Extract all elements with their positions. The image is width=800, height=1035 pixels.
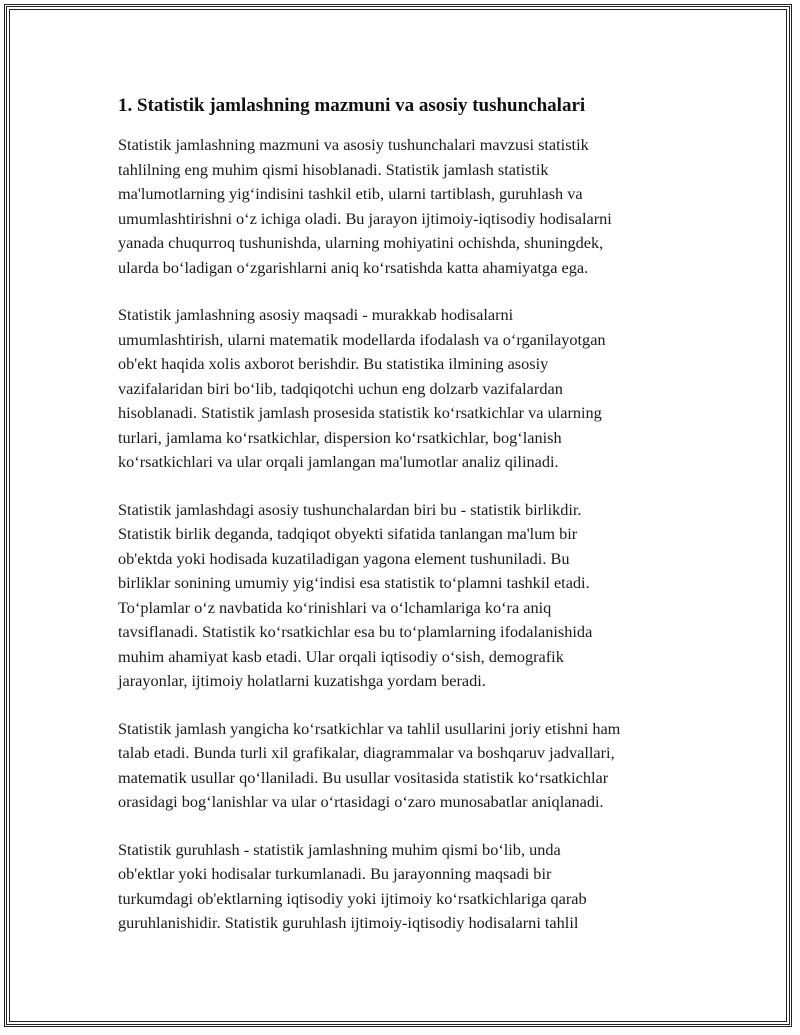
text-line: guruhlanishidir. Statistik guruhlash ijtimoiy-iqtisodiy hodisalarni tahlil xyxy=(118,913,579,932)
text-line: turkumdagi ob'ektlarning iqtisodiy yoki ijtimoiy ko‘rsatkichlariga qarab xyxy=(118,888,587,908)
text-line: umumlashtirishni o‘z ichiga oladi. Bu jarayon ijtimoiy-iqtisodiy hodisalarni xyxy=(118,208,612,228)
text-line: jarayonlar, ijtimoiy holatlarni kuzatishga yordam beradi. xyxy=(118,671,486,690)
text-line: Statistik jamlashning mazmuni va asosiy tushunchalari mavzusi statistik xyxy=(118,135,589,154)
text-line: matematik usullar qo‘llaniladi. Bu usullar vositasida statistik ko‘rsatkichlar xyxy=(118,767,609,787)
text-line: talab etadi. Bunda turli xil grafikalar, diagrammalar va boshqaruv jadvallari, xyxy=(118,743,615,762)
paragraph-3 xyxy=(118,498,698,694)
paragraph-1 xyxy=(118,133,698,280)
text-line: tavsiflanadi. Statistik ko‘rsatkichlar esa bu to‘plamlarning ifodalanishida xyxy=(118,622,593,641)
text-line: Statistik jamlashning asosiy maqsadi - murakkab hodisalarni xyxy=(118,305,514,324)
text-line: ob'ekt haqida xolis axborot berishdir. Bu statistika ilmining asosiy xyxy=(118,354,549,373)
text-line: ob'ektda yoki hodisada kuzatiladigan yagona element tushuniladi. Bu xyxy=(118,548,570,568)
text-line: umumlashtirish, ularni matematik modellarda ifodalash va o‘rganilayotgan xyxy=(118,329,606,349)
text-line: orasidagi bog‘lanishlar va ular o‘rtasidagi o‘zaro munosabatlar aniqlanadi. xyxy=(118,792,604,811)
text-line: birliklar sonining umumiy yig‘indisi esa statistik to‘plamni tashkil etadi. xyxy=(118,573,590,592)
text-line: turlari, jamlama ko‘rsatkichlar, dispersion ko‘rsatkichlar, bog‘lanish xyxy=(118,427,562,447)
text-line: yanada chuqurroq tushunishda, ularning mohiyatini ochishda, shuningdek, xyxy=(118,233,604,252)
text-line: Statistik jamlash yangicha ko‘rsatkichlar va tahlil usullarini joriy etishni ham xyxy=(118,718,621,738)
document-body xyxy=(118,93,698,959)
paragraph-5 xyxy=(118,838,698,936)
text-line: muhim ahamiyat kasb etadi. Ular orqali iqtisodiy o‘sish, demografik xyxy=(118,646,564,666)
text-line: vazifalaridan biri bo‘lib, tadqiqotchi uchun eng dolzarb vazifalardan xyxy=(118,378,563,398)
paragraph-2 xyxy=(118,303,698,475)
section-heading: 1. Statistik jamlashning mazmuni va asosiy tushunchalari xyxy=(118,95,586,116)
text-line: ob'ektlar yoki hodisalar turkumlanadi. Bu jarayonning maqsadi bir xyxy=(118,864,552,883)
text-line: ko‘rsatkichlari va ular orqali jamlangan ma'lumotlar analiz qilinadi. xyxy=(118,452,559,471)
text-line: Statistik birlik deganda, tadqiqot obyekti sifatida tanlangan ma'lum bir xyxy=(118,524,578,543)
paragraph-4 xyxy=(118,717,698,815)
text-line: tahlilning eng muhim qismi hisoblanadi. Statistik jamlash statistik xyxy=(118,159,549,179)
text-line: hisoblanadi. Statistik jamlash prosesida statistik ko‘rsatkichlar va ularning xyxy=(118,403,602,422)
text-line: ma'lumotlarning yig‘indisini tashkil etib, ularni tartiblash, guruhlash va xyxy=(118,184,583,203)
text-line: Statistik guruhlash - statistik jamlashning muhim qismi bo‘lib, unda xyxy=(118,839,561,859)
text-line: Statistik jamlashdagi asosiy tushunchalardan biri bu - statistik birlikdir. xyxy=(118,499,582,519)
text-line: To‘plamlar o‘z navbatida ko‘rinishlari va o‘lchamlariga ko‘ra aniq xyxy=(118,597,552,617)
text-line: ularda bo‘ladigan o‘zgarishlarni aniq ko‘rsatishda katta ahamiyatga ega. xyxy=(118,257,589,277)
